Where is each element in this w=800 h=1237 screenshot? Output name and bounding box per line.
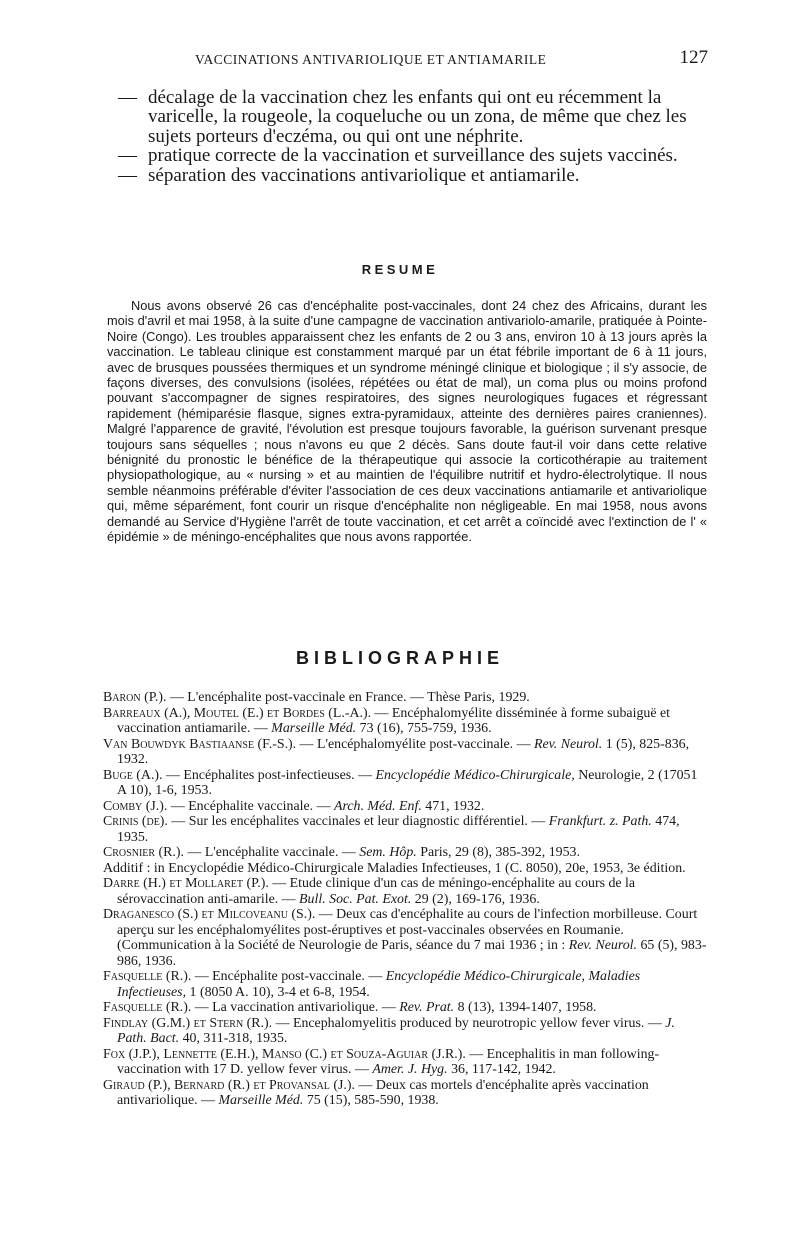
reference-addendum: Additif : in Encyclopédie Médico-Chirurgicale Maladies Infectieuses, 1 (C. 8050), 20e, 1953, 3e édition. — [103, 860, 686, 876]
reference-entry: Comby (J.). — Encéphalite vaccinale. — Arch. Méd. Enf. 471, 1932. — [103, 798, 485, 814]
reference-entry: Van Bouwdyk Bastiaanse (F.-S.). — L'encéphalomyélite post-vaccinale. — Rev. Neurol. 1 (5), 825-836, 1932. — [103, 736, 690, 767]
reference-entry: Crosnier (R.). — L'encéphalite vaccinale. — Sem. Hôp. Paris, 29 (8), 385-392, 1953. Additif : in Encyclopédie Médico-Chirurgicale Maladies Infectieuses, 1 (C. 8050), 20e, 1953, 3e édition. — [103, 845, 708, 876]
reference-entry: Barreaux (A.), Moutel (E.) et Bordes (L.-A.). — Encéphalomyélite disséminée à forme subaiguë et vaccination antiamarile. — Marseille Méd. 73 (16), 755-759, 1936. — [103, 705, 671, 736]
resume-heading: RESUME — [361, 262, 439, 277]
recommendation-list — [118, 88, 708, 185]
reference-entry: Darre (H.) et Mollaret (P.). — Etude clinique d'un cas de méningo-encéphalite au cours de la sérovaccination anti-amarile. — Bull. Soc. Pat. Exot. 29 (2), 169-176, 1936. — [103, 876, 636, 907]
list-item — [118, 88, 708, 146]
bibliography-list — [103, 690, 708, 1109]
reference-entry: Buge (A.). — Encéphalites post-infectieuses. — Encyclopédie Médico-Chirurgicale, Neurologie, 2 (17051 A 10), 1-6, 1953. — [103, 767, 698, 798]
page-header — [195, 47, 708, 74]
reference-entry: Fasquelle (R.). — Encéphalite post-vaccinale. — Encyclopédie Médico-Chirurgicale, Maladies Infectieuses, 1 (8050 A. 10), 3-4 et 6-8, 1954. — [103, 969, 641, 1000]
dash-marker: — — [118, 164, 137, 186]
reference-entry: Crinis (de). — Sur les encéphalites vaccinales et leur diagnostic différentiel. — Frankfurt. z. Path. 474, 1935. — [103, 814, 680, 845]
list-item-text: séparation des vaccinations antivariolique et antiamarile. — [148, 164, 580, 186]
reference-entry: Fasquelle (R.). — La vaccination antivariolique. — Rev. Prat. 8 (13), 1394-1407, 1958. — [103, 1000, 597, 1015]
reference-entry: Giraud (P.), Bernard (R.) et Provansal (J.). — Deux cas mortels d'encéphalite après vaccination antivariolique. — Marseille Méd. 75 (15), 585-590, 1938. — [103, 1077, 649, 1108]
list-item — [118, 146, 708, 165]
running-title: VACCINATIONS ANTIVARIOLIQUE ET ANTIAMARILE — [195, 52, 547, 67]
list-item-text: décalage de la vaccination chez les enfants qui ont eu récemment la varicelle, la rougeole, la coqueluche ou un zona, de même que chez les sujets porteurs d'eczéma, ou qui ont une néphrite. — [148, 87, 687, 147]
bibliography-heading: BIBLIOGRAPHIE — [295, 648, 504, 668]
reference-entry: Fox (J.P.), Lennette (E.H.), Manso (C.) et Souza-Aguiar (J.R.). — Encephalitis in man following-vaccination with 17 D. yellow fever virus. — Amer. J. Hyg. 36, 117-142, 1942. — [103, 1046, 660, 1077]
reference-entry: Draganesco (S.) et Milcoveanu (S.). — Deux cas d'encéphalite au cours de l'infection morbilleuse. Court aperçu sur les encéphalomyélites post-éruptives et post-vaccinales observées en Roumanie. (Communication à la Société de Neurologie de Paris, séance du 7 mai 1936 ; in : Rev. Neurol. 65 (5), 983-986, 1936. — [103, 907, 707, 969]
dash-marker: — — [118, 87, 137, 108]
resume-paragraph: Nous avons observé 26 cas d'encéphalite post-vaccinales, dont 24 chez des Africains, durant les mois d'avril et mai 1958, à la suite d'une campagne de vaccination antivariolo-amarile, pratiquée à Pointe-Noire (Congo). Les troubles apparaissent chez les enfants de 2 ou 3 ans, environ 10 à 13 jours après la vaccination. Le tableau clinique est constamment marqué par un état fébrile important de 6 à 11 jours, avec de brusques poussées thermiques et un syndrome méningé clinique et biologique ; il s'y associe, de façons diverses, des convulsions (isolées, répétées ou état de mal), un coma plus ou moins profond pouvant s'accompagner de signes respiratoires, des signes neurologiques fugaces et régressant rapidement (hémiparésie flasque, signes extra-pyramidaux, atteinte des dernières paires craniennes). Malgré l'apparence de gravité, l'évolution est presque toujours favorable, la guérison survenant presque toujours sans séquelles ; nous n'avons eu que 2 décès. Sans doute faut-il voir dans cette relative bénignité du pronostic le bénéfice de la thérapeutique qui associe la corticothérapie au traitement physiopathologique, au « nursing » et au maintien de l'équilibre nutritif et hydro-électrolytique. Il nous semble néanmoins préférable d'éviter l'association de ces deux vaccinations antiamarile et antivariolique qui, même séparément, font courir un risque d'encéphalite non négligeable. En mai 1958, nous avons demandé au Service d'Hygiène l'arrêt de toute vaccination, et cet arrêt a coïncidé avec l'extinction de l' « épidémie » de méningo-encéphalites que nous avons rapportée. — [107, 298, 707, 545]
dash-marker: — — [118, 145, 137, 167]
reference-entry: Baron (P.). — L'encéphalite post-vaccinale en France. — Thèse Paris, 1929. — [103, 690, 530, 705]
list-item — [118, 166, 708, 185]
reference-entry: Findlay (G.M.) et Stern (R.). — Encephalomyelitis produced by neurotropic yellow fever virus. — J. Path. Bact. 40, 311-318, 1935. — [103, 1015, 675, 1046]
list-item-text: pratique correcte de la vaccination et surveillance des sujets vaccinés. — [148, 145, 678, 167]
page-number: 127 — [679, 47, 708, 68]
